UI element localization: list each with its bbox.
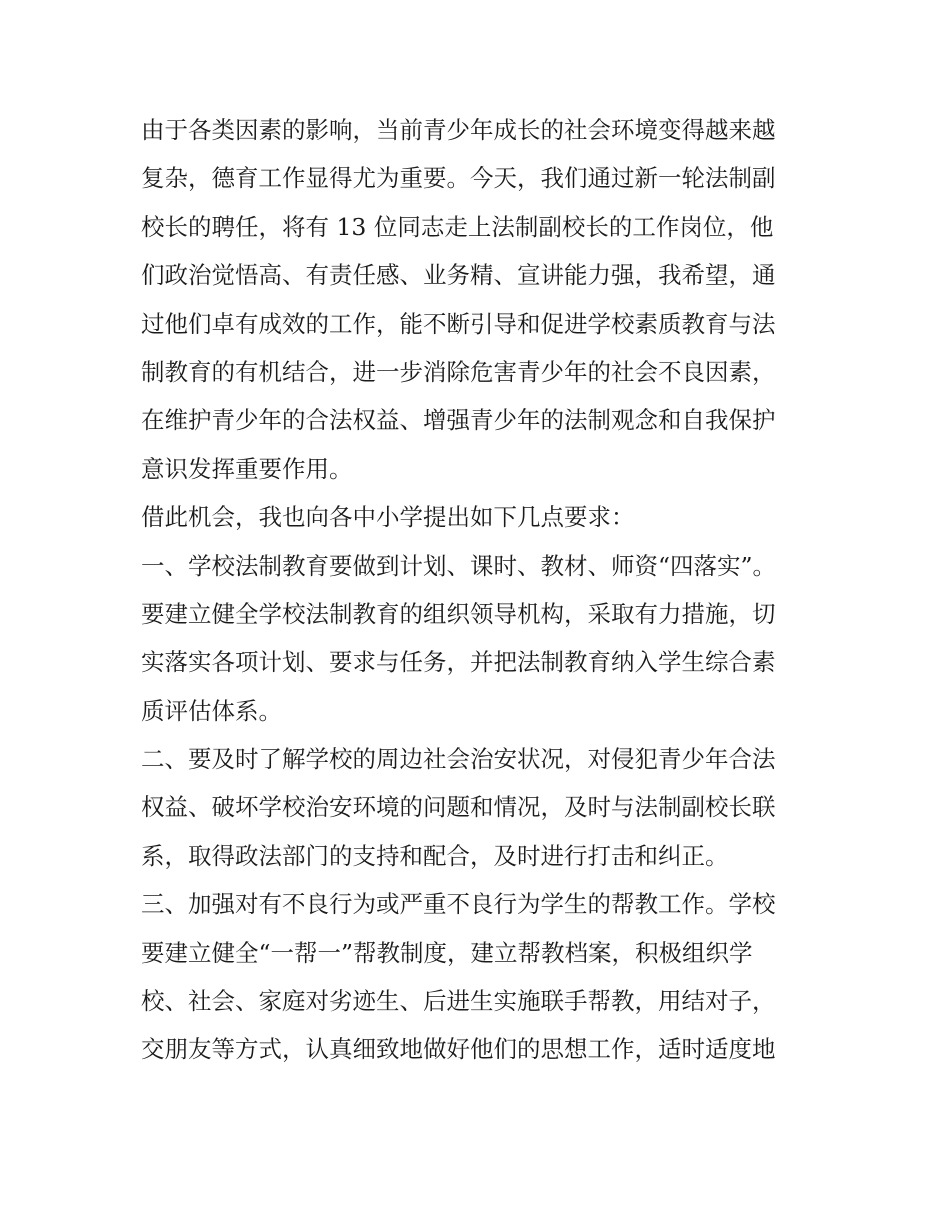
- text-line: 权益、破坏学校治安环境的问题和情况，及时与法制副校长联: [141, 793, 776, 822]
- text-line: 校、社会、家庭对劣迹生、后进生实施联手帮教，用结对子，: [141, 987, 776, 1016]
- text-line: 三、加强对有不良行为或严重不良行为学生的帮教工作。学校: [141, 890, 776, 919]
- text-line: 由于各类因素的影响，当前青少年成长的社会环境变得越来越: [141, 116, 776, 144]
- text-line: 借此机会，我也向各中小学提出如下几点要求：: [141, 503, 635, 532]
- text-line: 二、要及时了解学校的周边社会治安状况，对侵犯青少年合法: [141, 745, 776, 774]
- text-line: 要建立健全学校法制教育的组织领导机构，采取有力措施，切: [141, 599, 776, 628]
- text-line: 在维护青少年的合法权益、增强青少年的法制观念和自我保护: [141, 406, 776, 435]
- text-line: 交朋友等方式，认真细致地做好他们的思想工作，适时适度地: [141, 1035, 776, 1064]
- document-body: [141, 106, 813, 1074]
- text-line: 制教育的有机结合，进一步消除危害青少年的社会不良因素，: [141, 357, 776, 386]
- text-line: 系，取得政法部门的支持和配合，及时进行打击和纠正。: [141, 841, 729, 870]
- text-line: 们政治觉悟高、有责任感、业务精、宣讲能力强，我希望，通: [141, 261, 776, 290]
- text-line: 实落实各项计划、要求与任务，并把法制教育纳入学生综合素: [141, 648, 776, 677]
- text-line: 要建立健全“一帮一”帮教制度，建立帮教档案，积极组织学: [141, 938, 753, 967]
- text-line: 复杂，德育工作显得尤为重要。今天，我们通过新一轮法制副: [141, 164, 776, 193]
- text-line: 一、学校法制教育要做到计划、课时、教材、师资“四落实”。: [141, 551, 777, 580]
- text-line: 过他们卓有成效的工作，能不断引导和促进学校素质教育与法: [141, 309, 776, 338]
- text-line: 意识发挥重要作用。: [141, 454, 353, 483]
- text-line: 校长的聘任，将有 13 位同志走上法制副校长的工作岗位，他: [141, 212, 774, 241]
- text-line: 质评估体系。: [141, 696, 282, 725]
